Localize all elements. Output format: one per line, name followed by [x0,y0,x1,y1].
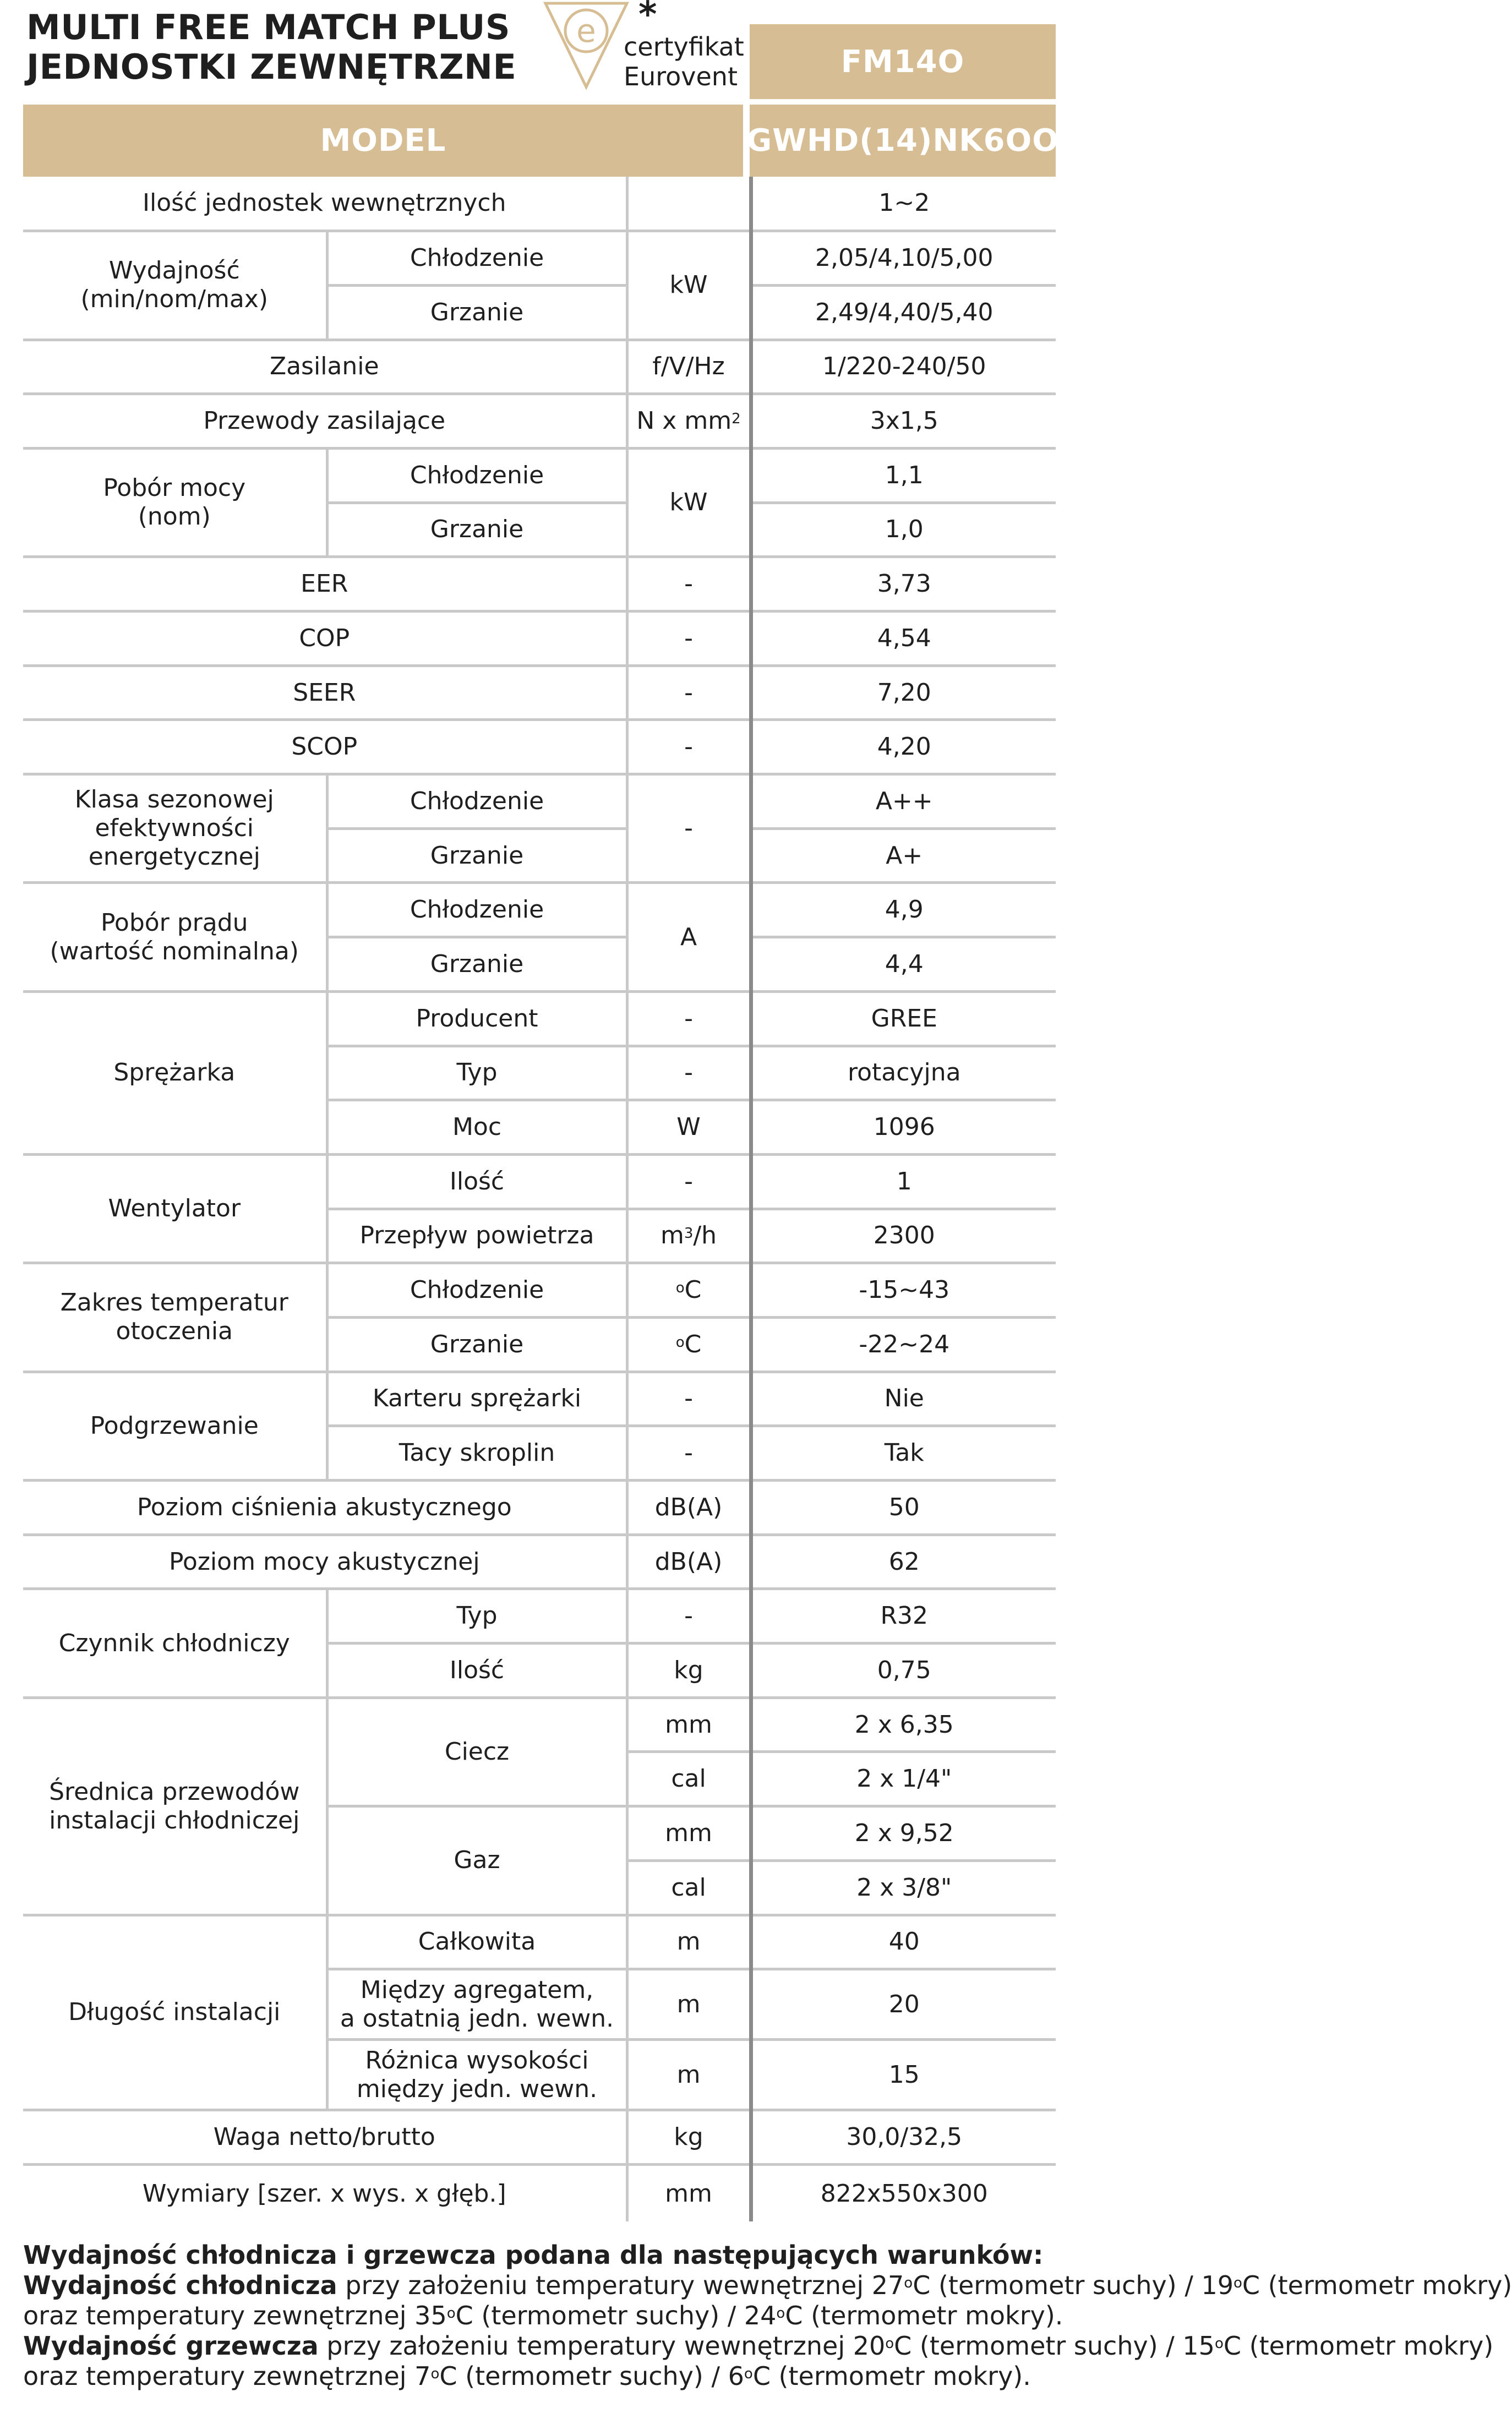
row-label: Sprężarka [23,991,327,1154]
table-row [23,1154,1056,1209]
row-value: 2,05/4,10/5,00 [751,231,1056,286]
row-value: -15~43 [751,1263,1056,1318]
eurovent-logo-letter: e [576,12,596,50]
row-value: 4,20 [751,720,1056,774]
table-row [23,774,1056,829]
row-label: Wentylator [23,1154,327,1263]
model-code-header: GWHD(14)NK6OO [750,105,1056,177]
table-row [23,1697,1056,1752]
row-value: 2 x 6,35 [751,1697,1056,1752]
row-unit: - [627,1046,751,1100]
sub-label: Moc [327,1100,627,1155]
table-row [23,883,1056,937]
row-unit: mm [627,2164,751,2221]
row-label: COP [23,612,627,666]
sub-label: Przepływ powietrza [327,1209,627,1263]
row-value: 2 x 3/8" [751,1860,1056,1915]
row-value: 2,49/4,40/5,40 [751,285,1056,340]
row-unit: cal [627,1752,751,1806]
sub-label: Chłodzenie [327,448,627,503]
row-value: 1 [751,1154,1056,1209]
row-label: Pobór mocy (nom) [23,448,327,556]
sub-label: Całkowita [327,1915,627,1969]
table-row [23,2110,1056,2165]
row-unit: m [627,2040,751,2110]
row-label: Długość instalacji [23,1915,327,2110]
row-unit: mm [627,1806,751,1861]
sub-label: Grzanie [327,285,627,340]
notes-heading: Wydajność chłodnicza i grzewcza podana dla następujących warunków: [23,2240,1044,2270]
sub-label: Typ [327,1046,627,1100]
table-row [23,557,1056,612]
row-unit: mm [627,1697,751,1752]
row-value: 1096 [751,1100,1056,1155]
row-label: SEER [23,665,627,720]
title-line-1: MULTI FREE MATCH PLUS [26,7,510,47]
table-row [23,394,1056,449]
sub-label: Chłodzenie [327,883,627,937]
notes-heating-line-1: Wydajność grzewcza przy założeniu temperatury wewnętrznej 20$^o$C (termometr suchy) / 15$^o$C (termometr mokry) [23,2331,1494,2361]
row-unit: $^o$C [627,1263,751,1318]
title-line-2: JEDNOSTKI ZEWNĘTRZNE [26,47,517,87]
table-row [23,340,1056,394]
table-row [23,1915,1056,1969]
series-header: FM14O [750,24,1056,99]
row-unit: $m^3/h$ [627,1209,751,1263]
row-value: 62 [751,1535,1056,1589]
row-label: Czynnik chłodniczy [23,1589,327,1697]
row-value: 3,73 [751,557,1056,612]
row-value: 20 [751,1969,1056,2040]
row-value: 1,0 [751,503,1056,557]
row-unit: N x $mm^2$ [627,394,751,449]
row-value: A+ [751,828,1056,883]
row-value: R32 [751,1589,1056,1644]
row-label: Poziom ciśnienia akustycznego [23,1481,627,1535]
row-unit [627,177,751,231]
row-unit: - [627,991,751,1046]
row-unit: $^o$C [627,1317,751,1372]
row-value: 40 [751,1915,1056,1969]
sub-label: Różnica wysokości między jedn. wewn. [327,2040,627,2110]
notes-cooling-line-2: oraz temperatury zewnętrznej 35$^o$C (termometr suchy) / 24$^o$C (termometr mokry). [23,2301,1063,2330]
eurovent-logo-icon [542,0,630,94]
row-value: 2 x 9,52 [751,1806,1056,1861]
sub-label: Ilość [327,1644,627,1698]
row-value: 4,4 [751,937,1056,992]
row-label: Poziom mocy akustycznej [23,1535,627,1589]
row-value: 1,1 [751,448,1056,503]
row-unit: m [627,1969,751,2040]
sub-label: Grzanie [327,1317,627,1372]
table-row [23,1535,1056,1589]
row-value: rotacyjna [751,1046,1056,1100]
cert-label-line-1: certyfikat [624,32,744,62]
model-header: MODEL [23,105,743,177]
row-unit: - [627,1589,751,1644]
row-unit: - [627,612,751,666]
row-label: Pobór prądu (wartość nominalna) [23,883,327,991]
row-unit: dB(A) [627,1481,751,1535]
row-label: Zakres temperatur otoczenia [23,1263,327,1372]
row-label: EER [23,557,627,612]
row-label: Przewody zasilające [23,394,627,449]
row-value: 822x550x300 [820,2179,988,2208]
table-row [23,177,1056,231]
row-value: GREE [751,991,1056,1046]
table-row [23,2164,1056,2221]
sub-label: Ilość [327,1154,627,1209]
row-unit: m [627,1915,751,1969]
table-row [23,612,1056,666]
row-unit: W [627,1100,751,1155]
row-unit: kg [627,2110,751,2165]
spec-table [23,177,1056,2221]
row-unit: - [627,774,751,883]
notes-heating-line-2: oraz temperatury zewnętrznej 7$^o$C (termometr suchy) / 6$^o$C (termometr mokry). [23,2361,1031,2391]
sub-label: Grzanie [327,828,627,883]
row-value: 4,54 [751,612,1056,666]
sub-label: Chłodzenie [327,231,627,286]
table-row [23,448,1056,503]
row-label: Ilość jednostek wewnętrznych [23,177,627,231]
row-value: 4,9 [751,883,1056,937]
row-unit: - [627,1426,751,1481]
row-label: Zasilanie [23,340,627,394]
sub-label: Tacy skroplin [327,1426,627,1481]
sub-label: Gaz [327,1806,627,1915]
row-value: 2 x 1/4" [751,1752,1056,1806]
row-value: -22~24 [751,1317,1056,1372]
row-value: 2300 [751,1209,1056,1263]
row-unit: - [627,665,751,720]
row-value: Nie [751,1372,1056,1426]
row-label: SCOP [23,720,627,774]
row-label: Podgrzewanie [23,1372,327,1480]
row-value: 15 [751,2040,1056,2110]
table-row [23,1263,1056,1318]
row-unit: dB(A) [627,1535,751,1589]
row-unit: - [627,1372,751,1426]
notes-cooling-line-1: Wydajność chłodnicza przy założeniu temperatury wewnętrznej 27$^o$C (termometr suchy) / 19$^o$C (termometr mokry) [23,2270,1512,2300]
sub-label: Chłodzenie [327,774,627,829]
sub-label: Producent [327,991,627,1046]
row-unit: kW [627,231,751,340]
table-row [23,991,1056,1046]
row-unit: cal [627,1860,751,1915]
sub-label: Grzanie [327,503,627,557]
row-unit: kg [627,1644,751,1698]
sub-label: Grzanie [327,937,627,992]
sub-label: Typ [327,1589,627,1644]
sub-label: Między agregatem, a ostatnią jedn. wewn. [327,1969,627,2040]
table-row [23,1372,1056,1426]
row-unit: - [627,720,751,774]
cert-label-line-2: Eurovent [624,62,738,91]
row-label: Średnica przewodów instalacji chłodniczej [23,1697,327,1915]
row-label: Wymiary [szer. x wys. x głęb.] [23,2164,627,2221]
table-row [23,1589,1056,1644]
row-value: 3x1,5 [751,394,1056,449]
eurovent-certificate [542,0,746,94]
page-title [26,8,566,87]
row-value: 1~2 [751,177,1056,231]
sub-label: Karteru sprężarki [327,1372,627,1426]
table-row [23,1481,1056,1535]
row-label: Klasa sezonowej efektywności energetycznej [23,774,327,883]
row-value: 30,0/32,5 [751,2110,1056,2165]
row-value: 50 [751,1481,1056,1535]
row-label: Waga netto/brutto [23,2110,627,2165]
row-unit: - [627,1154,751,1209]
row-unit: - [627,557,751,612]
row-value: 0,75 [751,1644,1056,1698]
row-unit: kW [627,448,751,556]
row-unit: f/V/Hz [627,340,751,394]
row-value: Tak [751,1426,1056,1481]
table-row [23,231,1056,286]
row-value: 7,20 [751,665,1056,720]
asterisk-mark: * [638,0,657,35]
sub-label: Chłodzenie [327,1263,627,1318]
sub-label: Ciecz [327,1697,627,1806]
table-row [23,665,1056,720]
row-value: A++ [751,774,1056,829]
row-label: Wydajność (min/nom/max) [23,231,327,340]
table-row [23,720,1056,774]
footnotes [23,2240,1512,2392]
row-value: 1/220-240/50 [751,340,1056,394]
row-unit: A [627,883,751,991]
